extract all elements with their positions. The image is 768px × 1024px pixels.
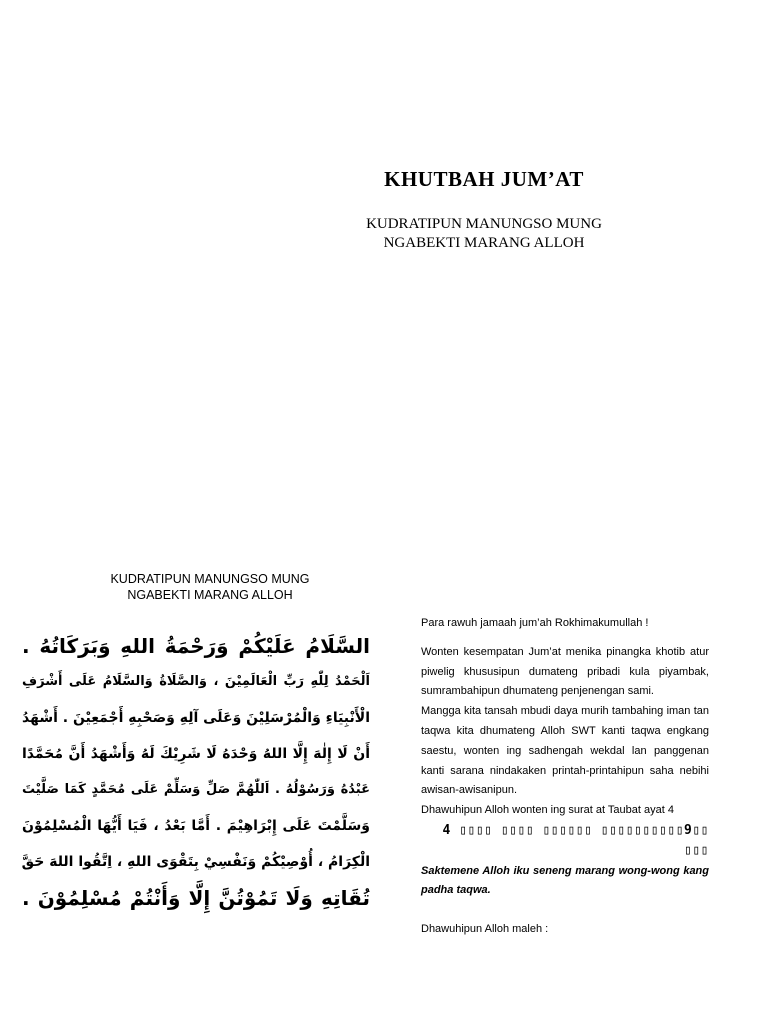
arabic-line: أَنْ لَا إِلٰهَ إِلَّا اللهُ وَحْدَهُ لَا شَرِيْكَ لَهُ وَأَشْهَدُ أَنَّ مُحَمَّدًا <box>22 746 370 762</box>
arabic-line: الْكِرَامُ ، أُوْصِيْكُمْ وَنَفْسِيْ بِتَقْوَى اللهِ ، اِتَّقُوا اللهَ حَقَّ <box>22 854 370 870</box>
page-title: KHUTBAH JUM’AT <box>384 167 584 191</box>
verse-translation: Saktemene Alloh iku seneng marang wong-wong kang padha taqwa. <box>421 864 709 897</box>
page-subtitle-line-2: NGABEKTI MARANG ALLOH <box>383 235 585 251</box>
sermon-body <box>421 614 709 939</box>
paragraph-citation: Dhawuhipun Alloh wonten ing surat at Taubat ayat 4 <box>421 804 674 817</box>
closing-text: Dhawuhipun Alloh maleh : <box>421 922 549 935</box>
arabic-line: الْأَنْبِيَاءِ وَالْمُرْسَلِيْنَ وَعَلَى آلِهِ وَصَحْبِهِ أَجْمَعِيْنَ . أَشْهَدُ <box>22 710 370 726</box>
arabic-line: وَسَلَّمْتَ عَلَى إِبْرَاهِيْمَ . أَمَّا بَعْدُ ، فَيَا أَيُّهَا الْمُسْلِمُوْنَ <box>22 818 370 834</box>
paragraph-exhortation: Mangga kita tansah mbudi daya murih tambahing iman tan taqwa kita dhumateng Alloh SWT kanti taqwa engkang saestu, wonten ing sadhengah wekdal lan panggenan kanti sarana nindakaken printah-printahipun saha nebihi awisan-awisanipun. <box>421 705 709 797</box>
arabic-line: اَلْحَمْدُ لِلّٰهِ رَبِّ الْعَالَمِيْنَ ، وَالصَّلَاةُ وَالسَّلَامُ عَلَى أَشْرَفِ <box>22 674 370 689</box>
verse-glyph-line: 4 ▯▯▯▯ ▯▯▯▯ ▯▯▯▯▯▯ ▯▯▯▯▯▯▯▯▯▯9▯▯ ▯▯▯ <box>442 822 709 858</box>
page-subtitle <box>0 215 768 253</box>
paragraph-intro: Wonten kesempatan Jum’at menika pinangka khotib atur piwelig khususipun dumateng pribadi kula piyambak, sumrambahipun dhumateng penjenengan sami. <box>421 645 709 698</box>
page-subtitle-line-1: KUDRATIPUN MANUNGSO MUNG <box>366 216 602 232</box>
arabic-line: عَبْدُهُ وَرَسُوْلُهُ . اَللّٰهُمَّ صَلِّ وَسَلِّمْ عَلَى مُحَمَّدٍ كَمَا صَلَّيْتَ <box>22 782 370 797</box>
section-subtitle-line-1: KUDRATIPUN MANUNGSO MUNG <box>110 572 310 586</box>
arabic-opening-text <box>22 628 370 930</box>
section-subtitle <box>60 571 360 603</box>
arabic-line: تُقَاتِهِ وَلَا تَمُوْتُنَّ إِلَّا وَأَنْتُمْ مُسْلِمُوْنَ . <box>22 886 370 910</box>
arabic-line: السَّلَامُ عَلَيْكُمْ وَرَحْمَةُ اللهِ وَبَرَكَاتُهُ . <box>22 634 370 658</box>
section-subtitle-line-2: NGABEKTI MARANG ALLOH <box>127 588 293 602</box>
greeting-text: Para rawuh jamaah jum’ah Rokhimakumullah ! <box>421 617 649 629</box>
